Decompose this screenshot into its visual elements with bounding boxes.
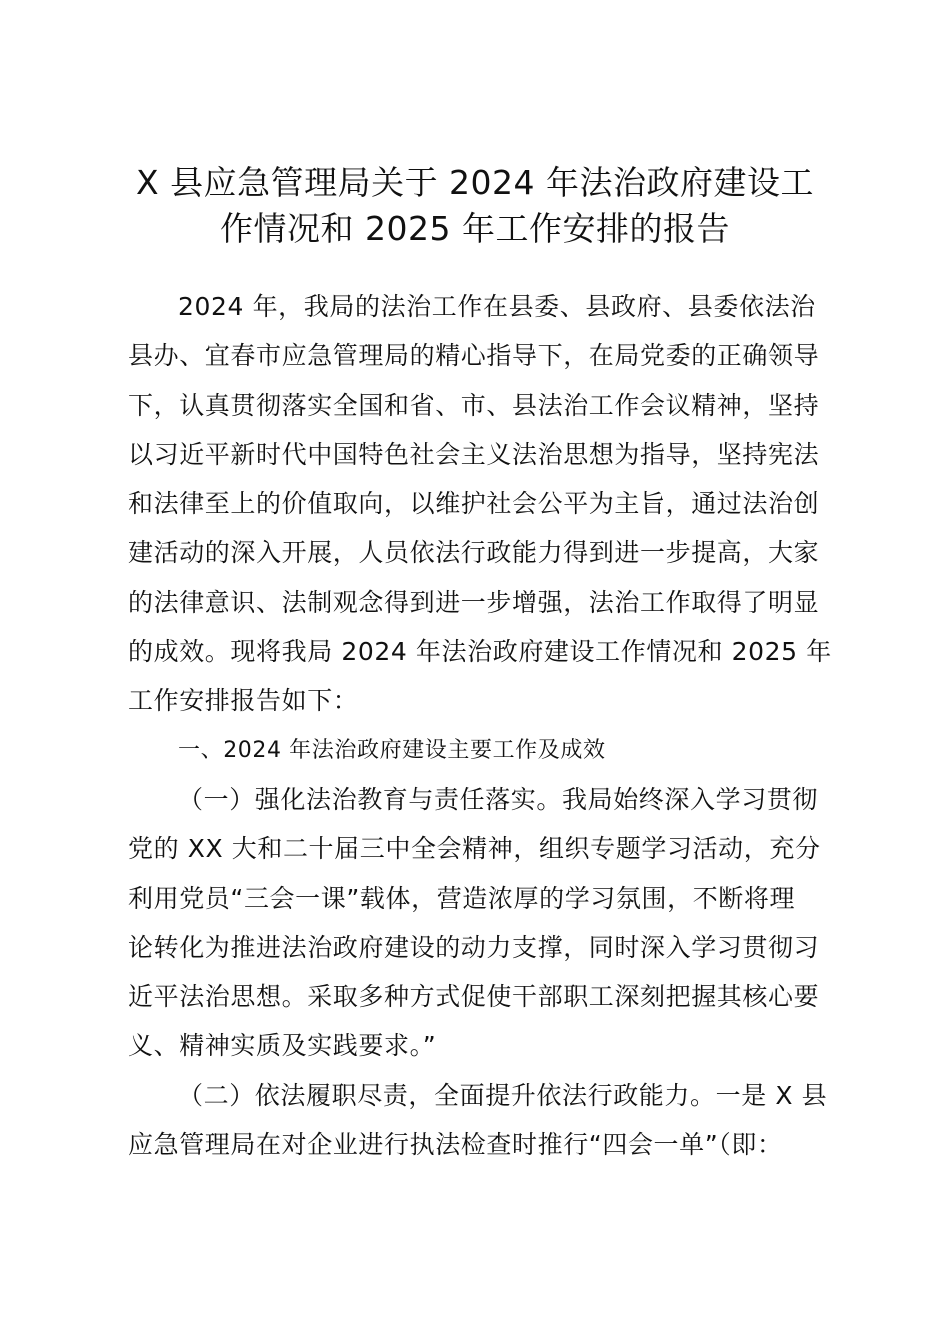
paragraph-line: 2024 年，我局的法治工作在县委、县政府、县委依法治	[178, 292, 816, 321]
paragraph-line: 下，认真贯彻落实全国和省、市、县法治工作会议精神，坚持	[128, 390, 820, 420]
document-title	[120, 160, 830, 252]
paragraph-line: 建活动的深入开展，人员依法行政能力得到进一步提高，大家	[128, 538, 820, 568]
paragraph-line: （一）强化法治教育与责任落实。我局始终深入学习贯彻	[178, 784, 819, 814]
paragraph-intro	[128, 282, 834, 726]
paragraph-line: 的成效。现将我局 2024 年法治政府建设工作情况和 2025 年	[128, 637, 832, 667]
paragraph-line: 以习近平新时代中国特色社会主义法治思想为指导，坚持宪法	[128, 439, 820, 469]
paragraph-line: 义、精神实质及实践要求。”	[128, 1031, 437, 1061]
document-body	[128, 282, 834, 1169]
paragraph-line: 工作安排报告如下：	[128, 686, 359, 716]
paragraph-line: 的法律意识、法制观念得到进一步增强，法治工作取得了明显	[128, 587, 820, 617]
paragraph-line: （二）依法履职尽责，全面提升依法行政能力。一是 X 县	[178, 1080, 828, 1110]
paragraph-line: 近平法治思想。采取多种方式促使干部职工深刻把握其核心要	[128, 982, 820, 1012]
paragraph-line: 利用党员“三会一课”载体，营造浓厚的学习氛围，不断将理	[128, 883, 796, 913]
title-line: 作情况和 2025 年工作安排的报告	[220, 209, 730, 248]
paragraph-line: 论转化为推进法治政府建设的动力支撑，同时深入学习贯彻习	[128, 932, 820, 962]
paragraph-line: 县办、宜春市应急管理局的精心指导下，在局党委的正确领导	[128, 341, 820, 371]
section-heading: 一、2024 年法治政府建设主要工作及成效	[178, 737, 606, 763]
title-line: X 县应急管理局关于 2024 年法治政府建设工	[135, 163, 815, 202]
paragraph-item-two	[128, 1071, 834, 1170]
paragraph-line: 党的 XX 大和二十届三中全会精神，组织专题学习活动，充分	[128, 834, 821, 864]
paragraph-line: 和法律至上的价值取向，以维护社会公平为主旨，通过法治创	[128, 489, 820, 519]
paragraph-item-one	[128, 775, 834, 1071]
paragraph-line: 应急管理局在对企业进行执法检查时推行“四会一单”（即：	[128, 1130, 783, 1160]
